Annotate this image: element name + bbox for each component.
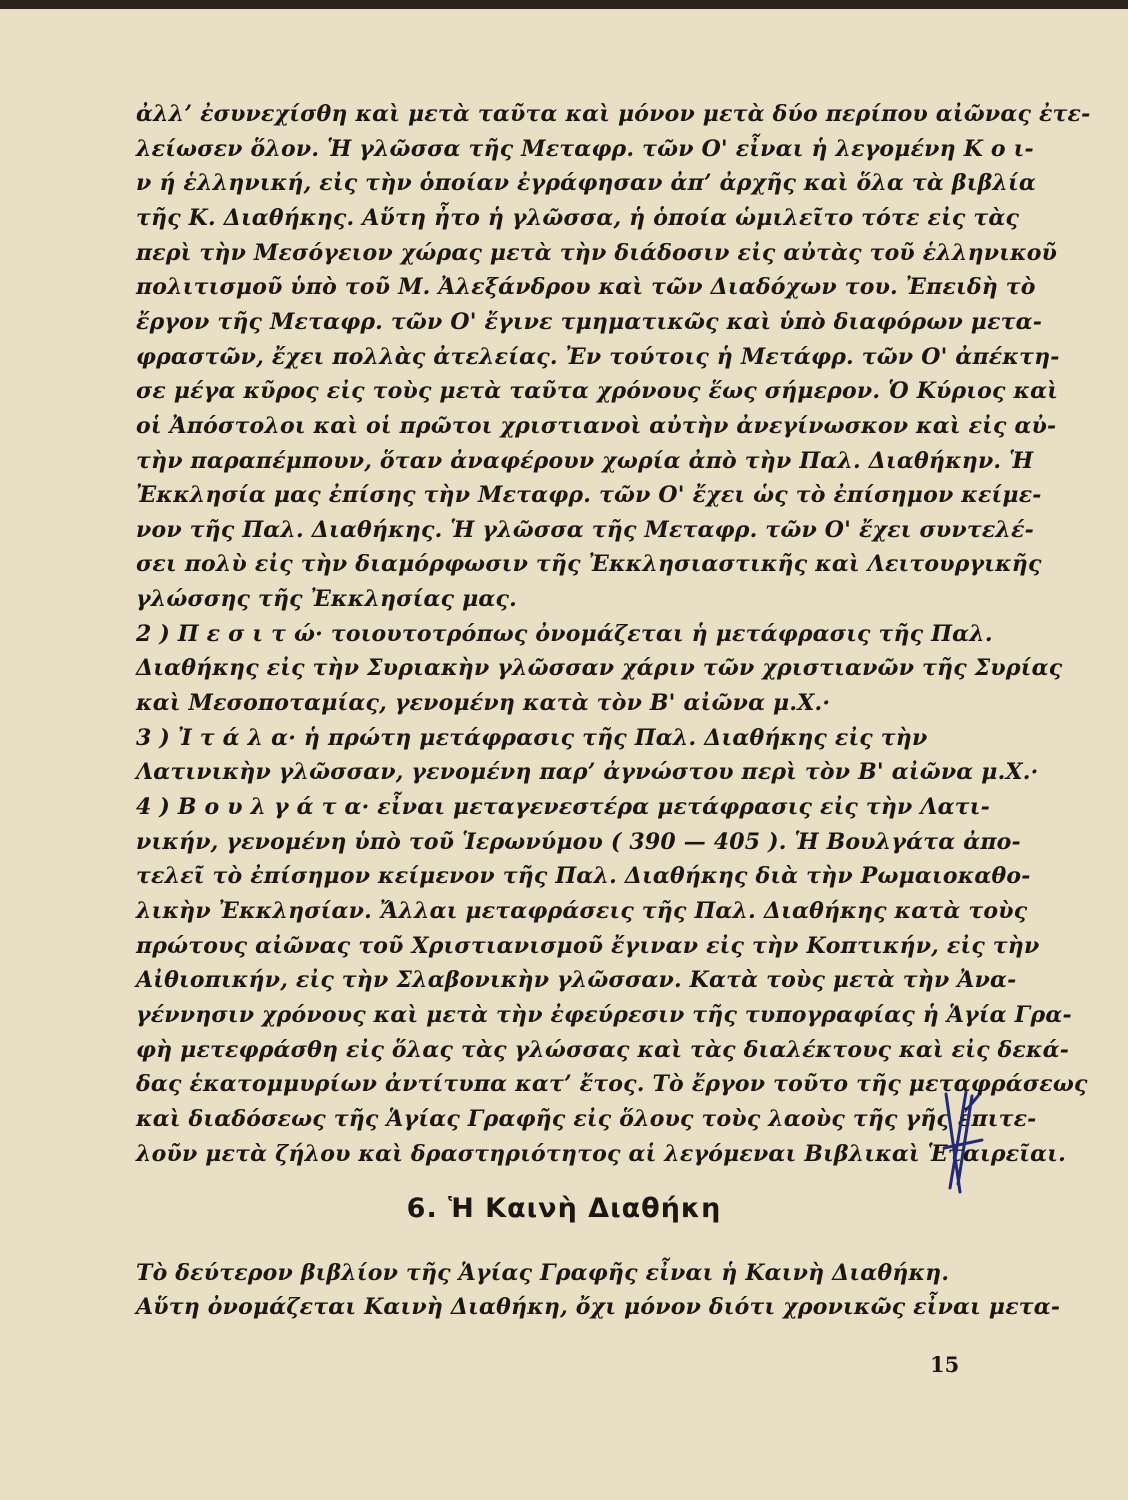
text-line: καὶ Μεσοποταμίας, γενομένη κατὰ τὸν Β' αἰῶνα μ.Χ.· (136, 690, 831, 717)
text-line: λικὴν Ἐκκλησίαν. Ἄλλαι μεταφράσεις τῆς Παλ. Διαθήκης κατὰ τοὺς (136, 897, 1028, 924)
text-line: τὴν παραπέμπουν, ὅταν ἀναφέρουν χωρία ἀπὸ τὴν Παλ. Διαθήκην. Ἡ (136, 447, 1034, 474)
text-line: Διαθήκης εἰς τὴν Συριακὴν γλῶσσαν χάριν τῶν χριστιανῶν τῆς Συρίας (136, 655, 1063, 682)
text-line: ἀλλ’ ἐσυνεχίσθη καὶ μετὰ ταῦτα καὶ μόνον μετὰ δύο περίπου αἰῶνας ἐτε- (136, 101, 1091, 127)
pen-mark-icon (938, 1088, 988, 1198)
text-line: λείωσεν ὅλον. Ἡ γλῶσσα τῆς Μεταφρ. τῶν Ο' εἶναι ἡ λεγομένη Κ ο ι- (136, 135, 1034, 162)
text-line: σει πολὺ εἰς τὴν διαμόρφωσιν τῆς Ἐκκλησιαστικῆς καὶ Λειτουργικῆς (136, 551, 1042, 578)
text-line: γέννησιν χρόνους καὶ μετὰ τὴν ἐφεύρεσιν τῆς τυπογραφίας ἡ Ἁγία Γρα- (136, 1001, 1072, 1028)
page-number: 15 (930, 1352, 960, 1377)
section-heading: 6. Ἡ Καινὴ Διαθήκη (406, 1193, 722, 1224)
text-line: πολιτισμοῦ ὑπὸ τοῦ Μ. Ἀλεξάνδρου καὶ τῶν Διαδόχων του. Ἐπειδὴ τὸ (136, 274, 1036, 301)
text-line: οἱ Ἀπόστολοι καὶ οἱ πρῶτοι χριστιανοὶ αὐτὴν ἀνεγίνωσκον καὶ εἰς αὐ- (136, 412, 1057, 439)
text-line: νον τῆς Παλ. Διαθήκης. Ἡ γλῶσσα τῆς Μεταφρ. τῶν Ο' ἔχει συντελέ- (136, 516, 1034, 543)
text-line: σε μέγα κῦρος εἰς τοὺς μετὰ ταῦτα χρόνους ἕως σήμερον. Ὁ Κύριος καὶ (136, 378, 1059, 405)
text-line: νικήν, γενομένη ὑπὸ τοῦ Ἱερωνύμου ( 390 — 405 ). Ἡ Βουλγάτα ἀπο- (136, 828, 1021, 855)
text-line: Αὕτη ὀνομάζεται Καινὴ Διαθήκη, ὄχι μόνον διότι χρονικῶς εἶναι μετα- (136, 1294, 1061, 1320)
text-line: καὶ διαδόσεως τῆς Ἁγίας Γραφῆς εἰς ὅλους τοὺς λαοὺς τῆς γῆς ἐπιτε- (136, 1105, 1037, 1132)
text-line: τῆς Κ. Διαθήκης. Αὕτη ἦτο ἡ γλῶσσα, ἡ ὁποία ὡμιλεῖτο τότε εἰς τὰς (136, 204, 1020, 231)
text-line: περὶ τὴν Μεσόγειον χώρας μετὰ τὴν διάδοσιν εἰς αὐτὰς τοῦ ἑλληνικοῦ (136, 239, 1058, 266)
text-line: φραστῶν, ἔχει πολλὰς ἀτελείας. Ἐν τούτοις ἡ Μετάφρ. τῶν Ο' ἀπέκτη- (136, 343, 1060, 370)
text-line: 4 ) Β ο υ λ γ ά τ α· εἶναι μεταγενεστέρα μετάφρασις εἰς τὴν Λατι- (136, 794, 990, 820)
text-line: ν ή ἑλληνική, εἰς τὴν ὁποίαν ἐγράφησαν ἀπ’ ἀρχῆς καὶ ὅλα τὰ βιβλία (136, 170, 1036, 197)
text-line: 2 ) Π ε σ ι τ ώ· τοιουτοτρόπως ὀνομάζεται ἡ μετάφρασις τῆς Παλ. (136, 620, 993, 647)
text-line: φὴ μετεφράσθη εἰς ὅλας τὰς γλώσσας καὶ τὰς διαλέκτους καὶ εἰς δεκά- (136, 1036, 1070, 1063)
text-line: τελεῖ τὸ ἐπίσημον κείμενον τῆς Παλ. Διαθήκης διὰ τὴν Ρωμαιοκαθο- (136, 863, 1031, 890)
text-line: 3 ) Ἰ τ ά λ α· ἡ πρώτη μετάφρασις τῆς Παλ. Διαθήκης εἰς τὴν (136, 724, 928, 751)
text-line: Τὸ δεύτερον βιβλίον τῆς Ἁγίας Γραφῆς εἶναι ἡ Καινὴ Διαθήκη. (136, 1260, 950, 1286)
text-line: Αἰθιοπικήν, εἰς τὴν Σλαβονικὴν γλῶσσαν. Κατὰ τοὺς μετὰ τὴν Ἀνα- (136, 967, 1017, 994)
text-line: πρώτους αἰῶνας τοῦ Χριστιανισμοῦ ἔγιναν εἰς τὴν Κοπτικήν, εἰς τὴν (136, 932, 1040, 959)
text-line: Ἐκκλησία μας ἐπίσης τὴν Μεταφρ. τῶν Ο' ἔχει ὡς τὸ ἐπίσημον κείμε- (136, 482, 1042, 509)
text-line: ἔργον τῆς Μεταφρ. τῶν Ο' ἔγινε τμηματικῶς καὶ ὑπὸ διαφόρων μετα- (136, 308, 1043, 335)
text-line: γλώσσης τῆς Ἐκκλησίας μας. (136, 586, 517, 613)
text-line: λοῦν μετὰ ζήλου καὶ δραστηριότητος αἱ λεγόμεναι Βιβλικαὶ Ἑταιρεῖαι. (136, 1140, 1066, 1167)
text-line: Λατινικὴν γλῶσσαν, γενομένη παρ’ ἀγνώστου περὶ τὸν Β' αἰῶνα μ.Χ.· (136, 759, 1039, 786)
text-line: δας ἑκατομμυρίων ἀντίτυπα κατ’ ἔτος. Τὸ ἔργον τοῦτο τῆς μεταφράσεως (136, 1071, 1088, 1098)
